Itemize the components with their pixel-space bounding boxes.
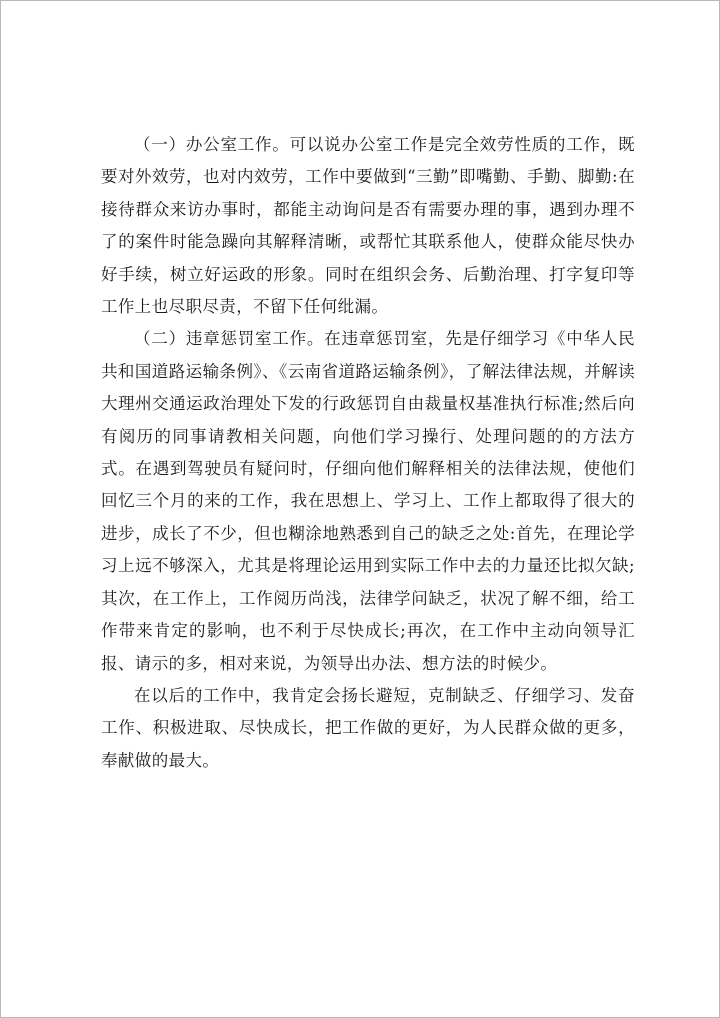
paragraph-penalty-office-work: （二）违章惩罚室工作。在违章惩罚室，先是仔细学习《中华人民共和国道路运输条例》、《云南省道路运输条例》，了解法律法规，并解读大理州交通运政治理处下发的行政惩罚自由裁量权基准执行标准;然后向有阅历的同事请教相关问题，向他们学习操行、处理问题的的方法方式。在遇到驾驶员有疑问时，仔细向他们解释相关的法律法规，使他们回忆三个月的来的工作，我在思想上、学习上、工作上都取得了很大的进步，成长了不少，但也糊涂地熟悉到自己的缺乏之处:首先，在理论学习上远不够深入，尤其是将理论运用到实际工作中去的力量还比拟欠缺;其次，在工作上，工作阅历尚浅，法律学问缺乏，状况了解不细，给工作带来肯定的影响，也不利于尽快成长;再次，在工作中主动向领导汇报、请示的多，相对来说，为领导出办法、想方法的时候少。: [101, 329, 635, 673]
paragraph-future-work: 在以后的工作中，我肯定会扬长避短，克制缺乏、仔细学习、发奋工作、积极进取、尽快成长，把工作做的更好，为人民群众做的更多，奉献做的最大。: [101, 685, 635, 770]
paragraph-office-work: （一）办公室工作。可以说办公室工作是完全效劳性质的工作，既要对外效劳，也对内效劳，工作中要做到“三勤”即嘴勤、手勤、脚勤:在接待群众来访办事时，都能主动询问是否有需要办理的事，遇到办理不了的案件时能急躁向其解释清晰，或帮忙其联系他人，使群众能尽快办好手续，树立好运政的形象。同时在组织会务、后勤治理、打字复印等工作上也尽职尽责，不留下任何纰漏。: [101, 135, 635, 317]
document-body: [101, 129, 635, 777]
